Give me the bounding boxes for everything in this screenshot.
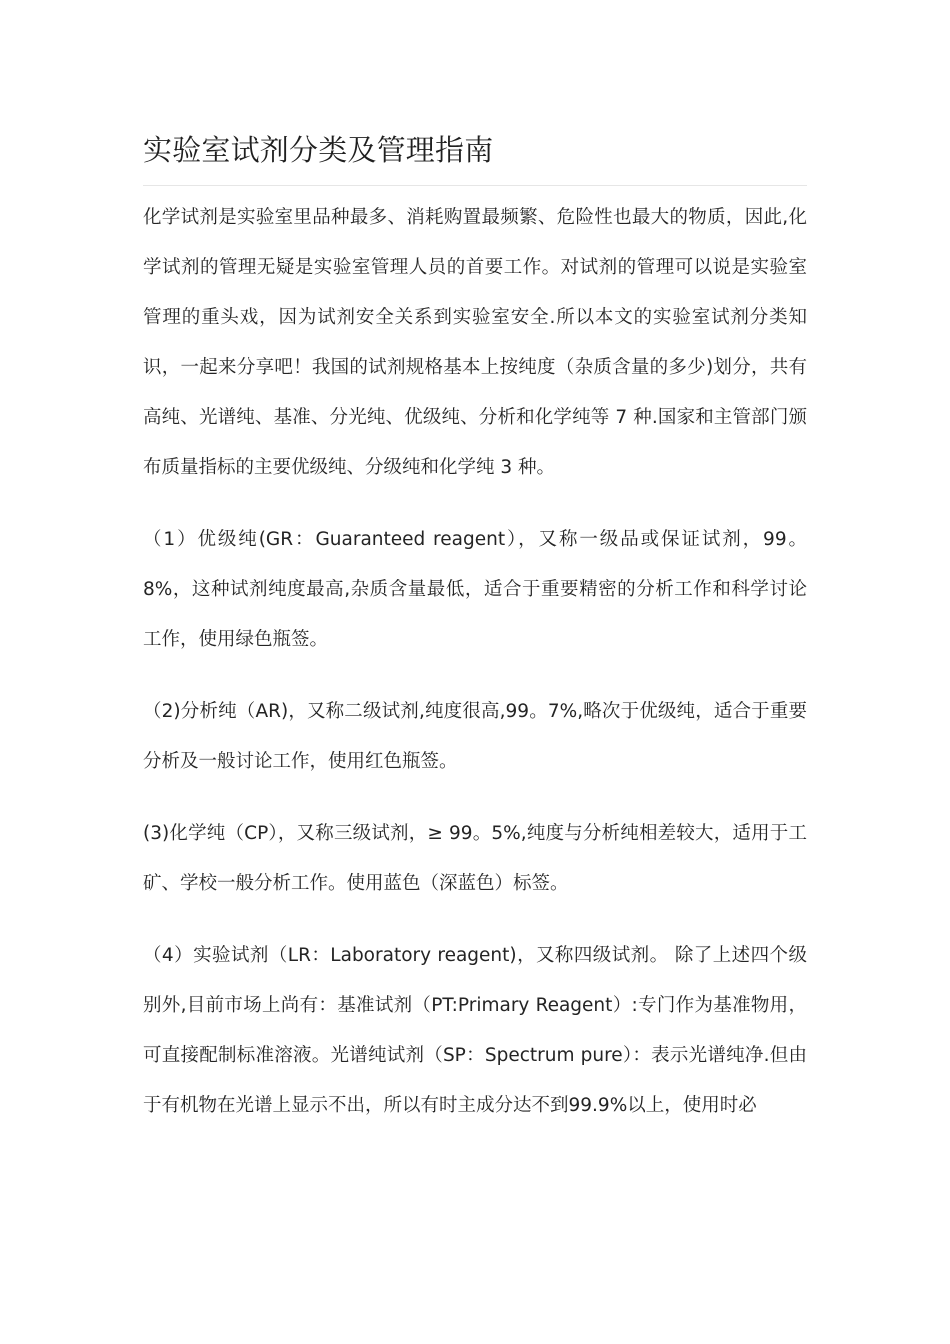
grade-ar-paragraph: （2)分析纯（AR)，又称二级试剂,纯度很高,99。7%,略次于优级纯，适合于重要分析及一般讨论工作，使用红色瓶签。 <box>143 701 807 772</box>
title-divider <box>143 185 807 186</box>
article-title: 实验室试剂分类及管理指南 <box>143 133 494 167</box>
grade-gr-paragraph: （1）优级纯(GR：Guaranteed reagent），又称一级品或保证试剂，99。8%，这种试剂纯度最高,杂质含量最低，适合于重要精密的分析工作和科学讨论工作，使用绿色瓶签。 <box>143 529 807 650</box>
article <box>143 126 807 1131</box>
grade-lr-paragraph: （4）实验试剂（LR：Laboratory reagent)，又称四级试剂。 除了上述四个级别外,目前市场上尚有：基准试剂（PT:Primary Reagent）:专门作为基准物用，可直接配制标准溶液。光谱纯试剂（SP：Spectrum pure）：表示光谱纯净.但由于有机物在光谱上显示不出，所以有时主成分达不到99.9%以上，使用时必 <box>143 945 807 1116</box>
intro-paragraph: 化学试剂是实验室里品种最多、消耗购置最频繁、危险性也最大的物质，因此,化学试剂的管理无疑是实验室管理人员的首要工作。对试剂的管理可以说是实验室管理的重头戏，因为试剂安全关系到实验室安全.所以本文的实验室试剂分类知识，一起来分享吧！我国的试剂规格基本上按纯度（杂质含量的多少)划分，共有高纯、光谱纯、基准、分光纯、优级纯、分析和化学纯等 7 种.国家和主管部门颁布质量指标的主要优级纯、分级纯和化学纯 3 种。 <box>143 207 807 478</box>
grade-cp-paragraph: (3)化学纯（CP），又称三级试剂，≥ 99。5%,纯度与分析纯相差较大，适用于工矿、学校一般分析工作。使用蓝色（深蓝色）标签。 <box>143 823 807 894</box>
